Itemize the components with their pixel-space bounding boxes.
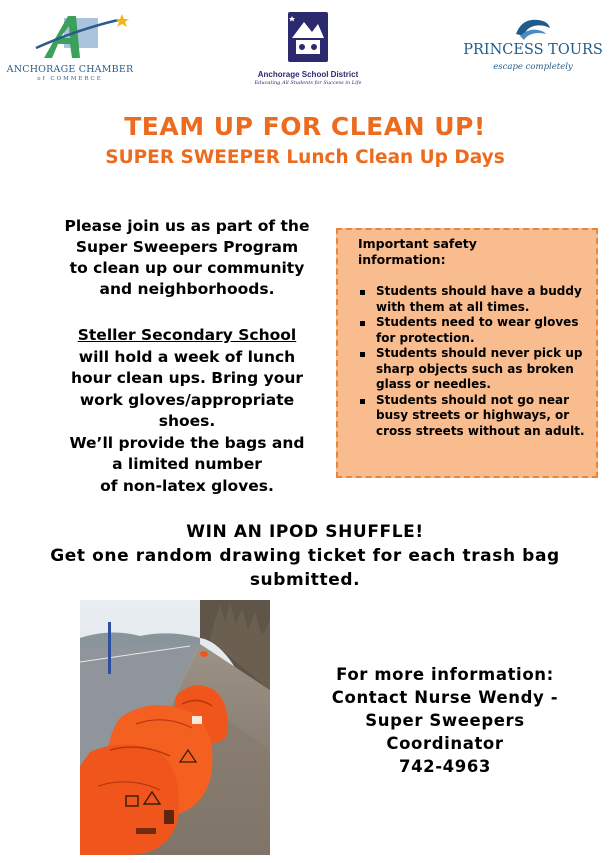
page-title: TEAM UP FOR CLEAN UP! [124, 112, 486, 141]
safety-item [356, 393, 594, 440]
intro-line: and neighborhoods. [99, 280, 275, 298]
page-subtitle: SUPER SWEEPER Lunch Clean Up Days [105, 147, 505, 168]
safety-item-text: Students should not go near busy streets or highways, or cross streets without an adult. [376, 392, 585, 438]
contact-name: Contact Nurse Wendy - [331, 688, 559, 707]
safety-list [356, 284, 594, 439]
princess-tagline: escape completely [493, 62, 573, 72]
school-line: will hold a week of lunch [78, 347, 296, 366]
contact-program: Super Sweepers [365, 711, 525, 730]
chamber-name: ANCHORAGE CHAMBER [6, 64, 134, 75]
chamber-sub: of COMMERCE [37, 76, 103, 82]
chamber-a-icon [6, 8, 134, 64]
school-line: of non-latex gloves. [100, 476, 274, 495]
chamber-of-commerce-logo [6, 8, 134, 82]
bullet-icon [360, 321, 365, 326]
bullet-icon [360, 352, 365, 357]
school-line: shoes. [158, 412, 216, 430]
contact-info [300, 663, 590, 778]
district-tagline: Educating All Students for Success in Life [254, 80, 362, 86]
school-line: a limited number [112, 455, 262, 473]
contact-phone: 742-4963 [398, 757, 491, 776]
bullet-icon [360, 399, 365, 404]
school-line: work gloves/appropriate [79, 390, 295, 409]
bullet-icon [360, 290, 365, 295]
school-line: We’ll provide the bags and [69, 433, 305, 452]
prize-headline: WIN AN IPOD SHUFFLE! [186, 522, 424, 542]
safety-info-box [336, 228, 598, 478]
photo-image [80, 600, 270, 855]
safety-item-text: Students should never pick up sharp objects such as broken glass or needles. [376, 346, 583, 391]
intro-line: Please join us as part of the [64, 217, 310, 235]
school-district-logo [252, 8, 364, 86]
school-info [48, 325, 326, 497]
contact-label: For more information: [336, 665, 554, 684]
safety-item [356, 315, 594, 346]
princess-name: PRINCESS TOURS [463, 42, 603, 58]
trash-bags-photo [80, 600, 270, 855]
prize-announcement [40, 520, 570, 592]
princess-tours-logo [458, 14, 608, 78]
school-line: hour clean ups. Bring your [70, 369, 304, 387]
safety-item-text: Students need to wear gloves for protection. [376, 315, 579, 345]
safety-item [356, 346, 594, 393]
prize-details: Get one random drawing ticket for each trash bag submitted. [50, 546, 560, 590]
safety-item-text: Students should have a buddy with them at all times. [376, 284, 582, 314]
district-name: Anchorage School District [257, 70, 359, 79]
contact-role: Coordinator [386, 734, 504, 753]
school-name: Steller Secondary School [77, 326, 297, 344]
intro-line: Super Sweepers Program [75, 238, 299, 256]
intro-text [56, 216, 318, 300]
intro-line: to clean up our community [69, 259, 305, 277]
district-crest-icon [252, 8, 364, 68]
princess-wave-icon [458, 14, 608, 42]
safety-title: Important safety information: [358, 236, 477, 267]
safety-item [356, 284, 594, 315]
